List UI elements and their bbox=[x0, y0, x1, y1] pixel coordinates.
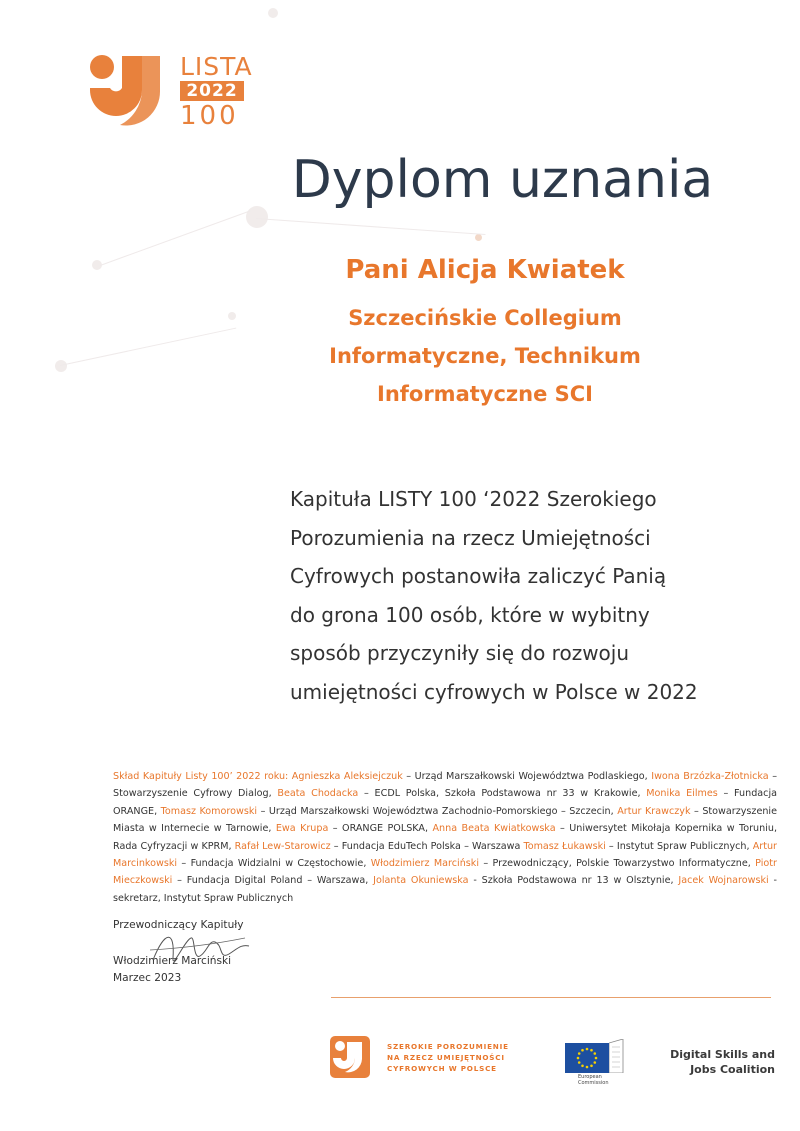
member-affiliation: – Fundacja ORANGE, bbox=[113, 788, 777, 817]
body-line: do grona 100 osób, które w wybitny bbox=[290, 602, 650, 627]
european-commission-logo bbox=[565, 1039, 627, 1087]
member-affiliation: - sekretarz, Instytut Spraw Publicznych bbox=[113, 875, 778, 904]
handwritten-signature bbox=[145, 920, 255, 980]
member-affiliation: – Fundacja Digital Poland – Warszawa, bbox=[172, 875, 374, 887]
logo-year-badge: 2022 bbox=[180, 81, 244, 101]
logo-100-text: 100 bbox=[180, 101, 239, 131]
digital-skills-coalition-logo bbox=[640, 1047, 775, 1077]
body-line: Cyfrowych postanowiła zaliczyć Panią bbox=[290, 564, 667, 588]
recipient-block bbox=[250, 255, 720, 413]
signature-name: Włodzimierz Marciński bbox=[113, 954, 232, 967]
signature-role: Przewodniczący Kapituły bbox=[113, 919, 244, 931]
eu-caption-line: Commission bbox=[578, 1080, 609, 1086]
member-affiliation: – Fundacja Widzialni w Częstochowie, bbox=[177, 858, 371, 870]
member-name: Tomasz Łukawski bbox=[523, 840, 606, 852]
coalition-line: Digital Skills and bbox=[670, 1048, 775, 1061]
partner-name bbox=[387, 1041, 509, 1074]
member-name: Jacek Wojnarowski bbox=[678, 875, 769, 887]
member-name: Rafał Lew-Starowicz bbox=[234, 840, 331, 852]
body-line: Porozumienia na rzecz Umiejętności bbox=[290, 525, 651, 550]
diploma-title: Dyplom uznania bbox=[291, 150, 714, 210]
szerokie-porozumienie-logo bbox=[330, 1036, 370, 1078]
member-affiliation: – ECDL Polska, Szkoła Podstawowa nr 33 w Krakowie, bbox=[358, 788, 647, 800]
recipient-org-line: Informatyczne SCI bbox=[377, 382, 593, 406]
recipient-name: Pani Alicja Kwiatek bbox=[345, 255, 625, 285]
commission-building-icon bbox=[609, 1039, 625, 1073]
partner-name-line: CYFROWYCH W POLSCE bbox=[387, 1064, 497, 1073]
eu-caption-line: European bbox=[578, 1074, 602, 1080]
member-affiliation: – Stowarzyszenie Cyfrowy Dialog, bbox=[113, 771, 777, 800]
member-affiliation: – Instytut Spraw Publicznych, bbox=[605, 840, 753, 852]
member-name: Włodzimierz Marciński bbox=[370, 858, 479, 870]
logo-lista-text: LISTA bbox=[180, 52, 253, 81]
member-name: Jolanta Okuniewska bbox=[373, 875, 469, 887]
member-name: Artur Marcinkowski bbox=[113, 840, 777, 870]
member-affiliation: – Stowarzyszenie Miasta w Internecie w Tarnowie, bbox=[113, 805, 778, 835]
signature-date: Marzec 2023 bbox=[113, 972, 182, 985]
eu-flag-icon bbox=[565, 1043, 609, 1073]
member-name: Beata Chodacka bbox=[277, 788, 359, 800]
body-line: sposób przyczyniły się do rozwoju bbox=[290, 641, 630, 665]
partner-name-line: NA RZECZ UMIEJĘTNOŚCI bbox=[387, 1053, 505, 1062]
partner-name-line: SZEROKIE POROZUMIENIE bbox=[387, 1042, 509, 1051]
member-affiliation: – Uniwersytet Mikołaja Kopernika w Toruniu, Rada Cyfryzacji w KPRM, bbox=[113, 823, 778, 852]
body-line: Kapituła LISTY 100 ‘2022 Szerokiego bbox=[290, 487, 657, 511]
member-name: Tomasz Komorowski bbox=[160, 805, 258, 817]
member-affiliation: – Urząd Marszałkowski Województwa Zachodnio-Pomorskiego – Szczecin, bbox=[257, 805, 618, 817]
member-name: Skład Kapituły Listy 100’ 2022 roku: Agnieszka Aleksiejczuk bbox=[113, 771, 403, 782]
diploma-body-text bbox=[290, 480, 760, 711]
member-name: Iwona Brzózka-Złotnicka bbox=[651, 771, 769, 782]
member-affiliation: – Przewodniczący, Polskie Towarzystwo Informatyczne, bbox=[479, 858, 756, 870]
member-name: Ewa Krupa bbox=[275, 823, 329, 835]
eu-caption bbox=[578, 1074, 609, 1086]
member-affiliation: – Urząd Marszałkowski Województwa Podlaskiego, bbox=[402, 771, 652, 782]
member-name: Monika Eilmes bbox=[646, 788, 718, 800]
body-line: umiejętności cyfrowych w Polsce w 2022 bbox=[290, 679, 698, 704]
footer-divider bbox=[331, 997, 771, 998]
member-affiliation: - Szkoła Podstawowa nr 13 w Olsztynie, bbox=[468, 875, 679, 887]
member-name: Anna Beata Kwiatkowska bbox=[432, 823, 556, 835]
committee-members-paragraph bbox=[113, 768, 777, 907]
member-affiliation: – ORANGE POLSKA, bbox=[328, 823, 433, 835]
recipient-org-line: Informatyczne, Technikum bbox=[329, 344, 641, 368]
member-affiliation: – Fundacja EduTech Polska – Warszawa bbox=[330, 840, 524, 852]
coalition-line: Jobs Coalition bbox=[690, 1063, 775, 1076]
recipient-org-line: Szczecińskie Collegium bbox=[348, 306, 622, 330]
member-name: Artur Krawczyk bbox=[617, 805, 691, 817]
member-name: Piotr Mieczkowski bbox=[113, 858, 777, 887]
